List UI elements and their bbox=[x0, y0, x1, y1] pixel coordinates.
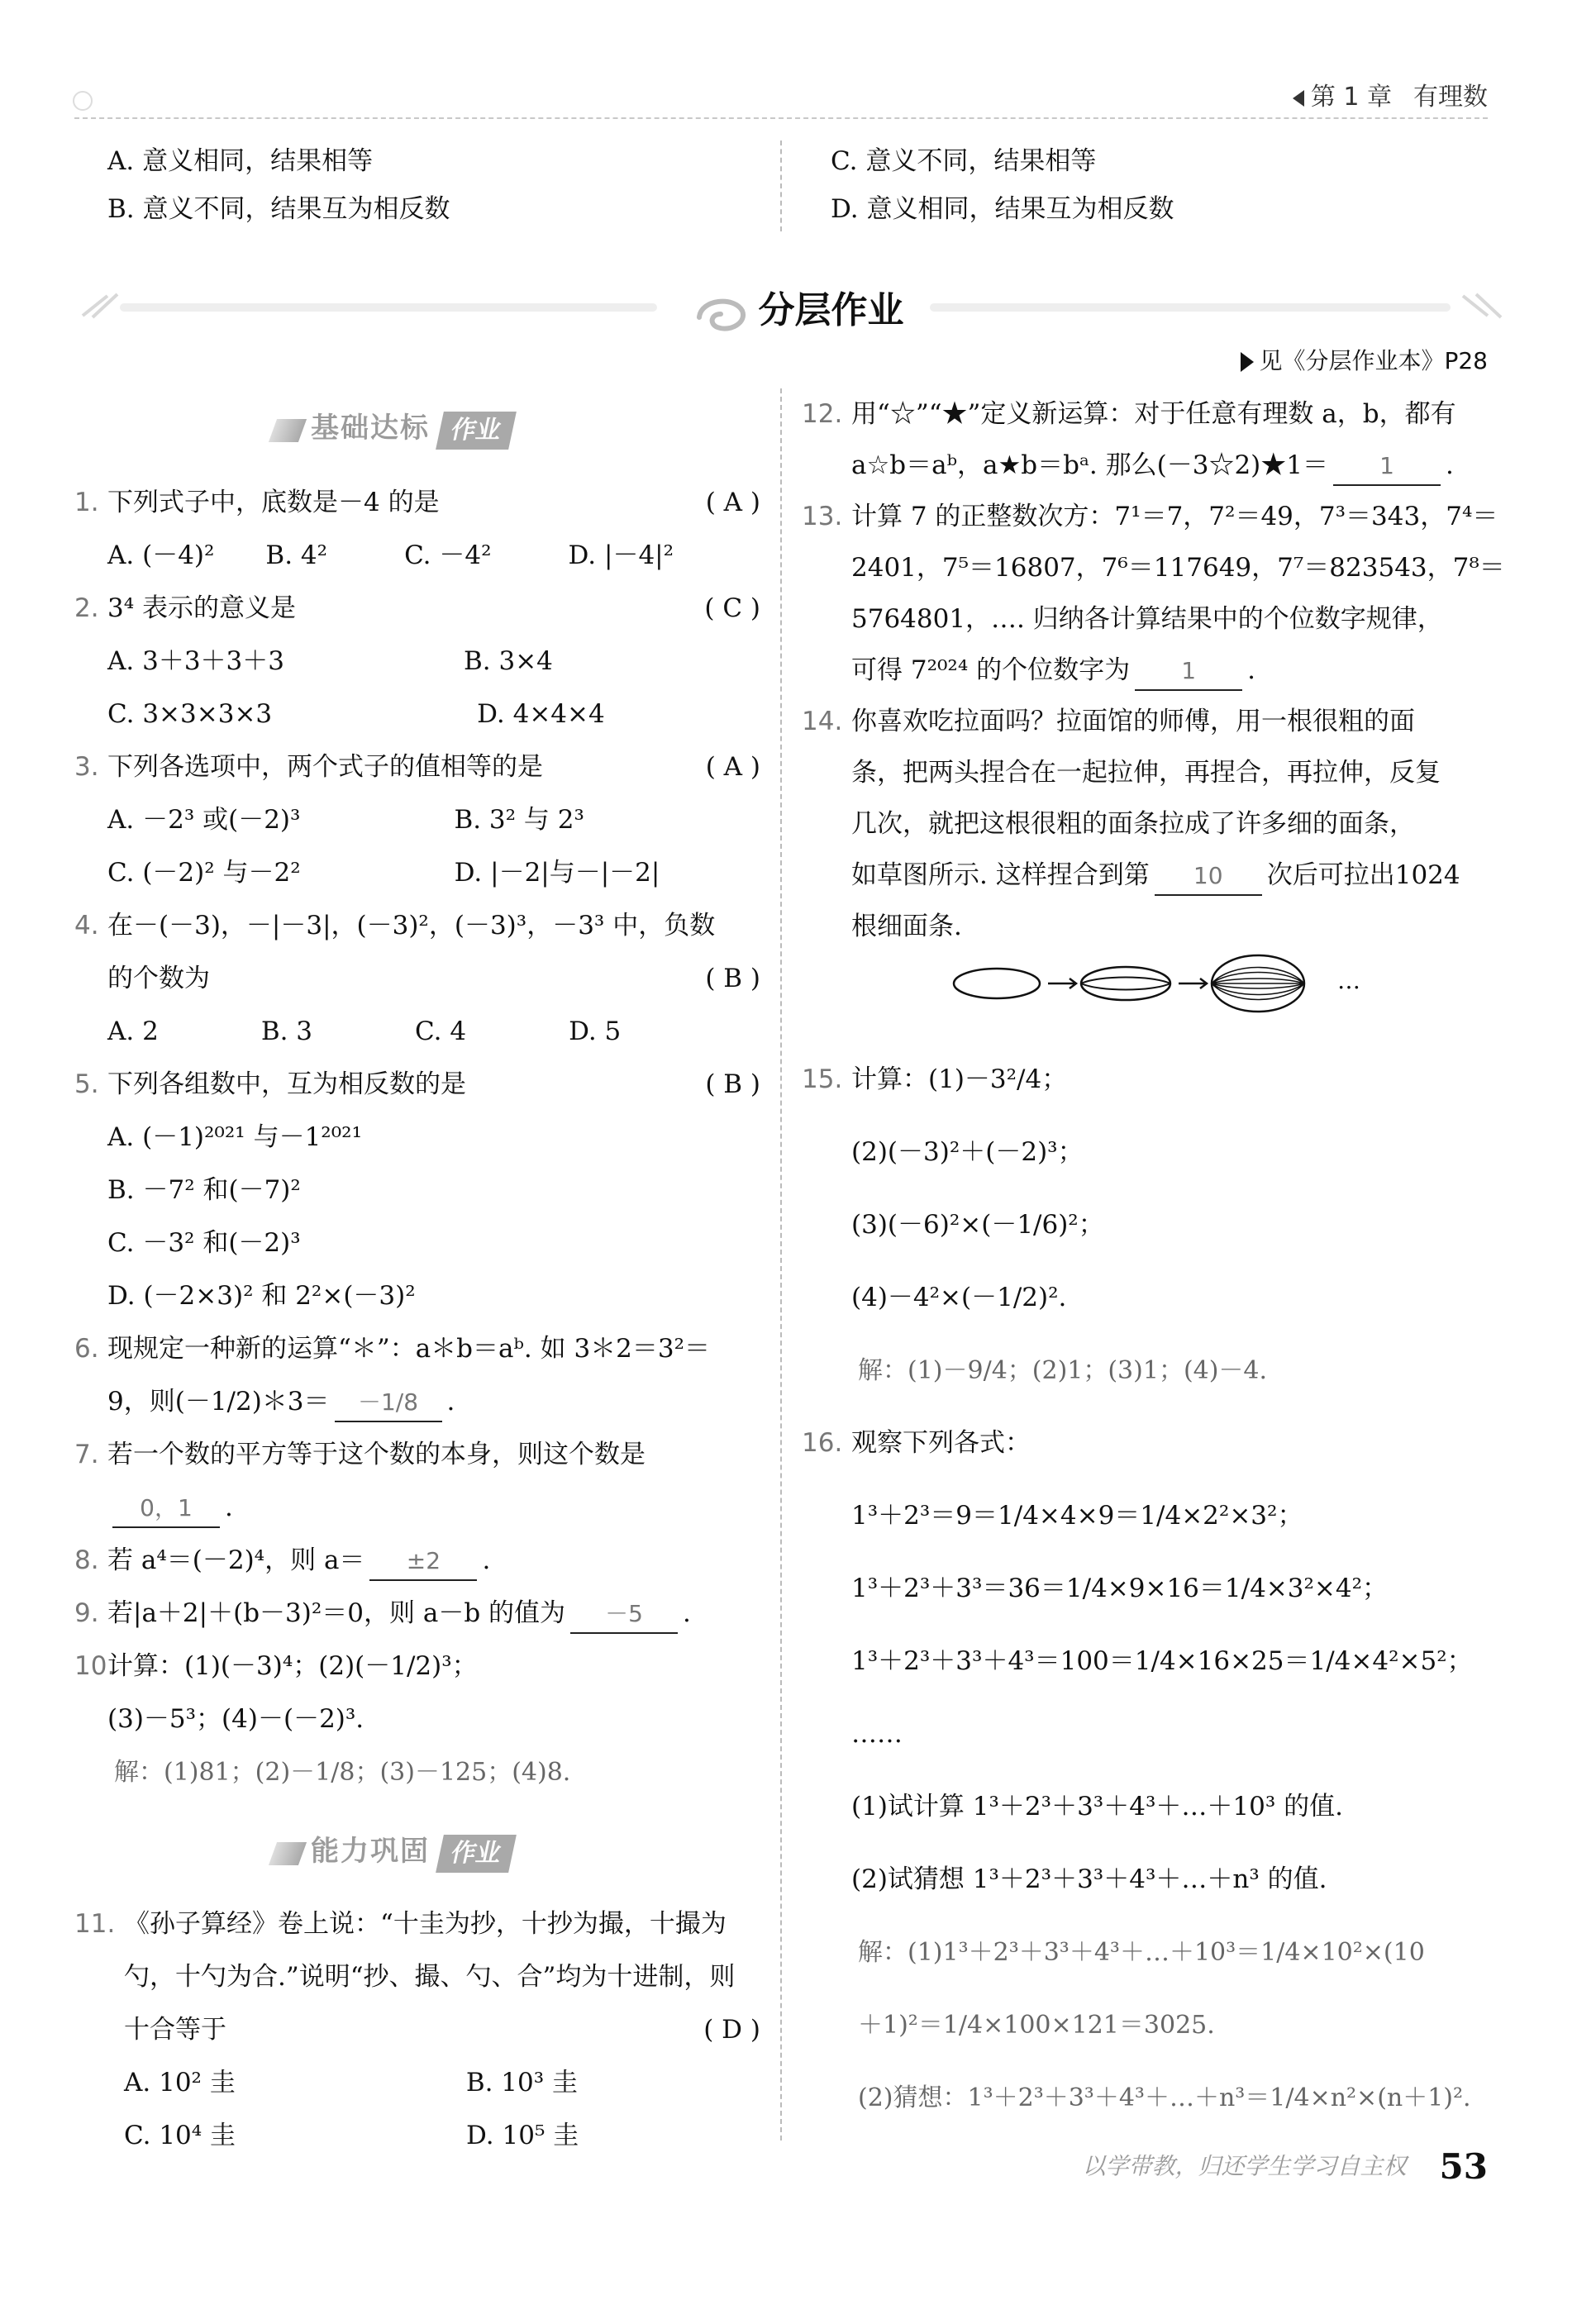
solution-text: 解：(1)81；(2)－1/8；(3)－125；(4)8. bbox=[114, 1758, 571, 1787]
solution-text: 解：(1)1³＋2³＋3³＋4³＋…＋10³＝1/4×10²×(10 bbox=[858, 1938, 1425, 1967]
text-line bbox=[74, 635, 760, 688]
text-line bbox=[802, 901, 1488, 952]
answer-blank: 1 bbox=[1135, 653, 1242, 691]
answer-choice: ( B ) bbox=[705, 964, 760, 993]
text-line bbox=[802, 440, 1488, 491]
question-text: (4)－4²×(－1/2)². bbox=[851, 1283, 1067, 1312]
question-text: B. －7² 和(－7)² bbox=[107, 1175, 301, 1205]
question-text: (2)(－3)²＋(－2)³； bbox=[851, 1137, 1084, 1167]
question-text: 观察下列各式： bbox=[851, 1428, 1031, 1458]
question-text: (3)－5³；(4)－(－2)³. bbox=[107, 1704, 364, 1734]
question-number: 15. bbox=[802, 1064, 843, 1094]
text-line bbox=[802, 798, 1488, 850]
text-line bbox=[802, 388, 1488, 440]
question-text: 2401，7⁵＝16807，7⁶＝117649，7⁷＝823543，7⁸＝ bbox=[851, 553, 1505, 583]
question-text: 下列各组数中，互为相反数的是 bbox=[107, 1069, 466, 1099]
text-line bbox=[802, 645, 1488, 696]
banner-advanced-label: 能力巩固 bbox=[311, 1835, 430, 1868]
section-title: 分层作业 bbox=[758, 289, 904, 331]
question-text: 若一个数的平方等于这个数的本身，则这个数是 bbox=[107, 1440, 646, 1469]
trailing-text: . bbox=[446, 1387, 455, 1417]
text-line bbox=[802, 1552, 1496, 1625]
text-line bbox=[74, 2109, 760, 2162]
text-line bbox=[74, 1428, 760, 1481]
text-line bbox=[802, 1043, 1496, 1116]
trailing-text: 次后可拉出1024 bbox=[1266, 860, 1460, 890]
question-text: 你喜欢吃拉面吗？拉面馆的师傅，用一根很粗的面 bbox=[851, 707, 1415, 736]
question-text: 下列式子中，底数是－4 的是 bbox=[107, 488, 440, 517]
question-text: C. 10⁴ 圭 D. 10⁵ 圭 bbox=[124, 2121, 579, 2150]
banner-advanced bbox=[273, 1828, 512, 1878]
question-text: A. (－4)² B. 4² C. －4² D. |－4|² bbox=[107, 540, 674, 570]
column-divider-top bbox=[780, 140, 782, 231]
text-line bbox=[802, 1843, 1496, 1916]
question-text: 计算：(1)－3²/4； bbox=[851, 1064, 1068, 1094]
question-number: 8. bbox=[74, 1545, 99, 1575]
corner-mark bbox=[73, 91, 93, 111]
answer-choice: ( C ) bbox=[704, 593, 760, 623]
text-line bbox=[802, 1116, 1496, 1188]
question-text: 若|a＋2|＋(b－3)²＝0，则 a－b 的值为 bbox=[107, 1598, 566, 1628]
text-line bbox=[74, 529, 760, 582]
text-line bbox=[74, 476, 760, 529]
question-text: 1³＋2³＝9＝1/4×4×9＝1/4×2²×3²； bbox=[851, 1501, 1303, 1531]
answer-choice: ( A ) bbox=[705, 752, 760, 782]
question-number: 7. bbox=[74, 1440, 99, 1469]
answer-blank: 10 bbox=[1155, 858, 1262, 896]
right-column bbox=[802, 388, 1505, 952]
banner-bar bbox=[269, 419, 307, 442]
question-text: 根细面条. bbox=[851, 912, 962, 941]
text-line bbox=[74, 1745, 760, 1798]
text-line bbox=[802, 2061, 1496, 2134]
text-line bbox=[802, 1625, 1496, 1698]
page-footer bbox=[1083, 2142, 1488, 2200]
text-line bbox=[74, 1534, 760, 1587]
question-number: 5. bbox=[74, 1069, 99, 1099]
text-line bbox=[74, 1640, 760, 1693]
text-line bbox=[802, 593, 1488, 645]
text-line bbox=[74, 1481, 760, 1534]
text-line bbox=[74, 1950, 760, 2003]
text-line bbox=[74, 1005, 760, 1058]
trailing-text: . bbox=[482, 1545, 491, 1575]
text-line bbox=[802, 1988, 1496, 2061]
question-text: 5764801，…. 归纳各计算结果中的个位数字规律， bbox=[851, 604, 1443, 634]
question-text: 十合等于 bbox=[124, 2015, 226, 2045]
question-text: 若 a⁴＝(－2)⁴，则 a＝ bbox=[107, 1545, 365, 1575]
trailing-text: . bbox=[683, 1598, 691, 1628]
option-a: A. 意义相同，结果相等 bbox=[107, 146, 374, 176]
question-text: 几次，就把这根很粗的面条拉成了许多细的面条， bbox=[851, 809, 1415, 839]
text-line bbox=[74, 1587, 760, 1640]
text-line bbox=[802, 1407, 1496, 1479]
question-text: 勺，十勺为合.”说明“抄、撮、勺、合”均为十进制，则 bbox=[124, 1962, 736, 1992]
swirl-icon bbox=[693, 293, 750, 339]
text-line bbox=[74, 2056, 760, 2109]
many-noodle-ellipse bbox=[1212, 955, 1304, 1012]
question-text: 现规定一种新的运算“＊”：a＊b＝aᵇ. 如 3＊2＝3²＝ bbox=[107, 1334, 711, 1364]
header-divider bbox=[74, 117, 1488, 119]
arrow-icon bbox=[1048, 979, 1076, 988]
question-number: 9. bbox=[74, 1598, 99, 1628]
question-number: 6. bbox=[74, 1334, 99, 1364]
chapter-label: 第 1 章 bbox=[1310, 83, 1392, 112]
text-line bbox=[74, 1322, 760, 1375]
answer-blank: －5 bbox=[570, 1596, 678, 1634]
question-number: 16. bbox=[802, 1428, 843, 1458]
text-line bbox=[74, 1164, 760, 1217]
question-text: (2)试猜想 1³＋2³＋3³＋4³＋…＋n³ 的值. bbox=[851, 1864, 1327, 1894]
text-line bbox=[802, 1188, 1496, 1261]
question-number: 2. bbox=[74, 593, 99, 623]
question-text: 计算 7 的正整数次方：7¹＝7，7²＝49，7³＝343，7⁴＝ bbox=[851, 502, 1498, 531]
question-text: D. (－2×3)² 和 2²×(－3)² bbox=[107, 1281, 416, 1311]
text-line bbox=[74, 1269, 760, 1322]
answer-choice: ( A ) bbox=[705, 488, 760, 517]
text-line bbox=[802, 1770, 1496, 1843]
text-line bbox=[74, 1375, 760, 1428]
question-text: 用“☆”“★”定义新运算：对于任意有理数 a，b，都有 bbox=[851, 399, 1456, 429]
text-line bbox=[74, 1693, 760, 1745]
solution-text: 解：(1)－9/4；(2)1；(3)1；(4)－4. bbox=[858, 1356, 1268, 1385]
question-number: 3. bbox=[74, 752, 99, 782]
trailing-text: . bbox=[1445, 450, 1454, 480]
text-line bbox=[802, 1916, 1496, 1988]
question-text: (1)试计算 1³＋2³＋3³＋4³＋…＋10³ 的值. bbox=[851, 1792, 1343, 1821]
solution-text: ＋1)²＝1/4×100×121＝3025. bbox=[858, 2011, 1215, 2040]
text-line bbox=[74, 2003, 760, 2056]
figure-ellipsis: … bbox=[1337, 967, 1360, 994]
text-line bbox=[74, 899, 760, 952]
text-line bbox=[802, 1479, 1496, 1552]
question-number: 14. bbox=[802, 707, 843, 736]
question-text: A. 2 B. 3 C. 4 D. 5 bbox=[107, 1017, 622, 1046]
text-line bbox=[802, 1334, 1496, 1407]
question-text: 条，把两头捏合在一起拉伸，再捏合，再拉伸，反复 bbox=[851, 758, 1441, 788]
question-text: 的个数为 bbox=[107, 964, 210, 993]
banner-basic bbox=[273, 405, 512, 455]
text-line bbox=[802, 696, 1488, 747]
question-text: 1³＋2³＋3³＋4³＝100＝1/4×16×25＝1/4×4²×5²； bbox=[851, 1646, 1473, 1676]
running-header bbox=[1293, 79, 1488, 116]
triangle-left-icon bbox=[1293, 90, 1304, 107]
text-line bbox=[802, 747, 1488, 798]
see-workbook-note bbox=[1241, 340, 1488, 382]
triangle-right-icon bbox=[1241, 352, 1254, 372]
answer-choice: ( D ) bbox=[703, 2015, 760, 2045]
section-heading bbox=[0, 278, 1596, 344]
text-line bbox=[74, 846, 760, 899]
banner-bar bbox=[269, 1842, 307, 1865]
noodle-sketch-figure bbox=[950, 950, 1413, 1017]
left-column bbox=[74, 476, 760, 1798]
answer-choice: ( B ) bbox=[705, 1069, 760, 1099]
solution-text: (2)猜想：1³＋2³＋3³＋4³＋…＋n³＝1/4×n²×(n＋1)². bbox=[858, 2083, 1471, 2112]
column-divider bbox=[780, 388, 782, 2140]
question-text: 3⁴ 表示的意义是 bbox=[107, 593, 297, 623]
two-noodle-ellipse bbox=[1081, 967, 1170, 1000]
text-line bbox=[74, 1898, 760, 1950]
question-text: 在－(－3)，－|－3|，(－3)²，(－3)³，－3³ 中，负数 bbox=[107, 911, 716, 940]
question-number: 11. bbox=[74, 1909, 116, 1939]
question-text: 可得 7²⁰²⁴ 的个位数字为 bbox=[851, 655, 1131, 685]
text-line bbox=[74, 582, 760, 635]
text-line bbox=[74, 1111, 760, 1164]
option-b: B. 意义不同，结果互为相反数 bbox=[107, 194, 450, 224]
answer-blank: ±2 bbox=[369, 1543, 477, 1581]
question-number: 1. bbox=[74, 488, 99, 517]
page-number: 53 bbox=[1439, 2145, 1488, 2187]
question-text: …… bbox=[851, 1719, 903, 1749]
thick-noodle-ellipse bbox=[954, 969, 1040, 998]
question-text: 1³＋2³＋3³＝36＝1/4×9×16＝1/4×3²×4²； bbox=[851, 1574, 1389, 1603]
text-line bbox=[802, 1261, 1496, 1334]
option-d: D. 意义相同，结果互为相反数 bbox=[831, 194, 1174, 224]
question-number: 10. bbox=[74, 1651, 116, 1681]
question-text: A. －2³ 或(－2)³ B. 3² 与 2³ bbox=[107, 805, 584, 835]
question-text: A. 10² 圭 B. 10³ 圭 bbox=[124, 2068, 579, 2098]
text-line bbox=[802, 850, 1488, 901]
question-text: 计算：(1)(－3)⁴；(2)(－1/2)³； bbox=[107, 1651, 478, 1681]
question-text: 9，则(－1/2)＊3＝ bbox=[107, 1387, 330, 1417]
footer-slogan: 以学带教，归还学生学习自主权 bbox=[1082, 2152, 1407, 2180]
question-text: A. (－1)²⁰²¹ 与－1²⁰²¹ bbox=[107, 1122, 363, 1152]
question-text: 下列各选项中，两个式子的值相等的是 bbox=[107, 752, 543, 782]
question-text: a☆b＝aᵇ，a★b＝bᵃ. 那么(－3☆2)★1＝ bbox=[851, 450, 1328, 480]
text-line bbox=[74, 688, 760, 740]
question-number: 12. bbox=[802, 399, 843, 429]
option-c: C. 意义不同，结果相等 bbox=[831, 146, 1097, 176]
question-text: 《孙子算经》卷上说：“十圭为抄，十抄为撮，十撮为 bbox=[124, 1909, 727, 1939]
arrow-icon bbox=[1179, 979, 1207, 988]
trailing-text: . bbox=[225, 1493, 233, 1522]
text-line bbox=[802, 1698, 1496, 1770]
answer-blank: 0，1 bbox=[112, 1490, 220, 1528]
banner-tag: 作业 bbox=[436, 1835, 517, 1873]
text-line bbox=[74, 1058, 760, 1111]
answer-blank: －1/8 bbox=[335, 1384, 442, 1422]
text-line bbox=[74, 952, 760, 1005]
banner-basic-label: 基础达标 bbox=[311, 412, 430, 445]
question-text: C. 3×3×3×3 D. 4×4×4 bbox=[107, 699, 605, 729]
question-text: C. －3² 和(－2)³ bbox=[107, 1228, 301, 1258]
question-text: (3)(－6)²×(－1/6)²； bbox=[851, 1210, 1104, 1240]
right-column-part-b bbox=[802, 1043, 1496, 2134]
text-line bbox=[74, 740, 760, 793]
text-line bbox=[74, 793, 760, 846]
question-text: C. (－2)² 与－2² D. |－2|与－|－2| bbox=[107, 858, 660, 888]
trailing-text: . bbox=[1247, 655, 1255, 685]
question-number: 13. bbox=[802, 502, 843, 531]
question-text: 如草图所示. 这样捏合到第 bbox=[851, 860, 1150, 890]
text-line bbox=[802, 491, 1498, 542]
text-line bbox=[802, 542, 1505, 593]
chapter-title: 有理数 bbox=[1413, 83, 1488, 112]
left-column-part-b bbox=[74, 1898, 760, 2162]
question-number: 4. bbox=[74, 911, 99, 940]
answer-blank: 1 bbox=[1333, 448, 1441, 486]
banner-tag: 作业 bbox=[436, 412, 517, 450]
text-line bbox=[74, 1217, 760, 1269]
see-workbook-text: 见《分层作业本》P28 bbox=[1259, 347, 1488, 374]
question-text: A. 3＋3＋3＋3 B. 3×4 bbox=[107, 646, 553, 676]
